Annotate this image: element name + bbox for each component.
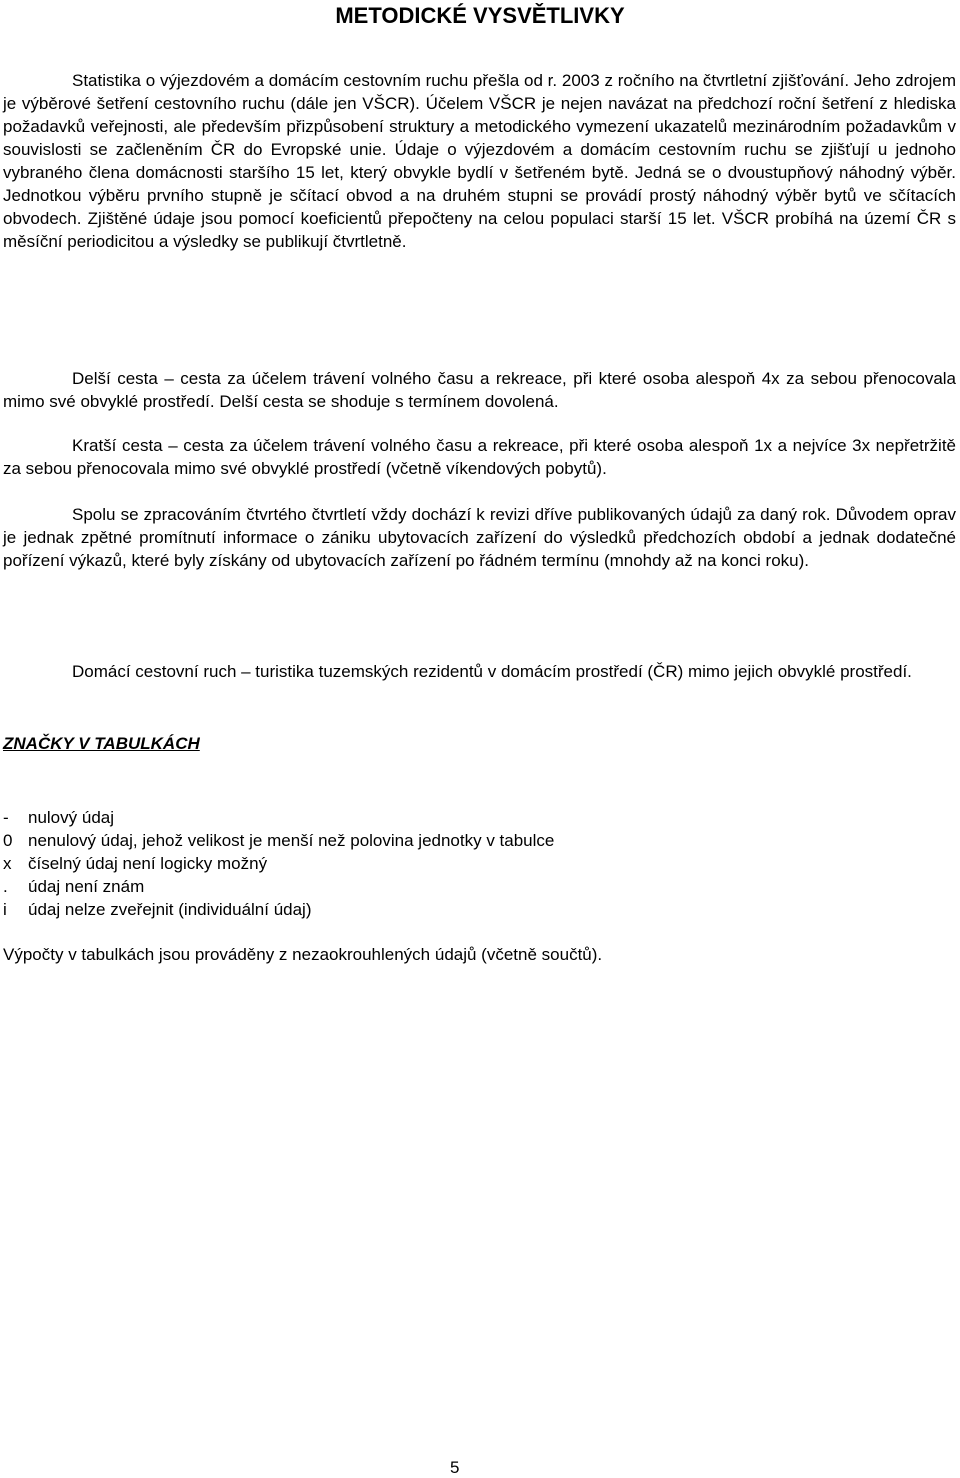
list-item: [3, 806, 554, 829]
symbol-description: údaj nelze zveřejnit (individuální údaj): [28, 900, 312, 919]
symbol: .: [3, 877, 8, 896]
list-item: [3, 852, 554, 875]
page-title: METODICKÉ VYSVĚTLIVKY: [335, 3, 625, 28]
definition-shorter-trip: Kratší cesta – cesta za účelem trávení volného času a rekreace, při které osoba alespoň 1x a nejvíce 3x nepřetržitě za sebou přenocovala mimo své obvyklé prostředí (včetně víkendových pobytů).: [3, 436, 956, 478]
symbol-description: nenulový údaj, jehož velikost je menší než polovina jednotky v tabulce: [28, 831, 555, 850]
page-number: 5: [450, 1458, 460, 1477]
revision-paragraph: Spolu se zpracováním čtvrtého čtvrtletí vždy dochází k revizi dříve publikovaných údajů za daný rok. Důvodem oprav je jednak zpětné promítnutí informace o zániku ubytovacích zařízení do výsledků předchozích období a jednak dodatečné pořízení výkazů, které byly získány od ubytovacích zařízení po řádném termínu (mnohdy až na konci roku).: [3, 505, 956, 570]
calculation-note: Výpočty v tabulkách jsou prováděny z nezaokrouhlených údajů (včetně součtů).: [3, 945, 603, 964]
symbol: i: [3, 900, 7, 919]
symbol: 0: [3, 831, 13, 850]
definition-longer-trip: Delší cesta – cesta za účelem trávení volného času a rekreace, při které osoba alespoň 4x za sebou přenocovala mimo své obvyklé prostředí. Delší cesta se shoduje s termínem dovolená.: [3, 369, 956, 411]
list-item: [3, 829, 554, 852]
symbol-description: číselný údaj není logicky možný: [28, 854, 268, 873]
intro-paragraph: Statistika o výjezdovém a domácím cestovním ruchu přešla od r. 2003 z ročního na čtvrtletní zjišťování. Jeho zdrojem je výběrové šetření cestovního ruchu (dále jen VŠCR). Účelem VŠCR je nejen navázat na předchozí roční šetření z hlediska požadavků veřejnosti, ale především přizpůsobení struktury a metodického vymezení ukazatelů mezinárodním požadavkům v souvislosti se začleněním ČR do Evropské unie. Údaje o výjezdovém a domácím cestovním ruchu se zjišťují u jednoho vybraného člena domácnosti staršího 15 let, který obvykle bydlí v šetřeném bytě. Jedná se o dvoustupňový náhodný výběr. Jednotkou výběru prvního stupně je sčítací obvod a na druhém stupni se provádí prostý náhodný výběr bytů ve sčítacích obvodech. Zjištěné údaje jsou pomocí koeficientů přepočteny na celou populaci starší 15 let. VŠCR probíhá na území ČR s měsíční periodicitou a výsledky se publikují čtvrtletně.: [3, 71, 956, 251]
symbol-description: nulový údaj: [28, 808, 115, 827]
symbols-list: [3, 806, 554, 921]
definition-domestic-tourism: Domácí cestovní ruch – turistika tuzemských rezidentů v domácím prostředí (ČR) mimo jejich obvyklé prostředí.: [72, 662, 912, 681]
symbols-section-title: ZNAČKY V TABULKÁCH: [3, 734, 200, 753]
list-item: [3, 875, 554, 898]
symbol: -: [3, 808, 9, 827]
list-item: [3, 898, 554, 921]
symbol-description: údaj není znám: [28, 877, 145, 896]
symbol: x: [3, 854, 12, 873]
